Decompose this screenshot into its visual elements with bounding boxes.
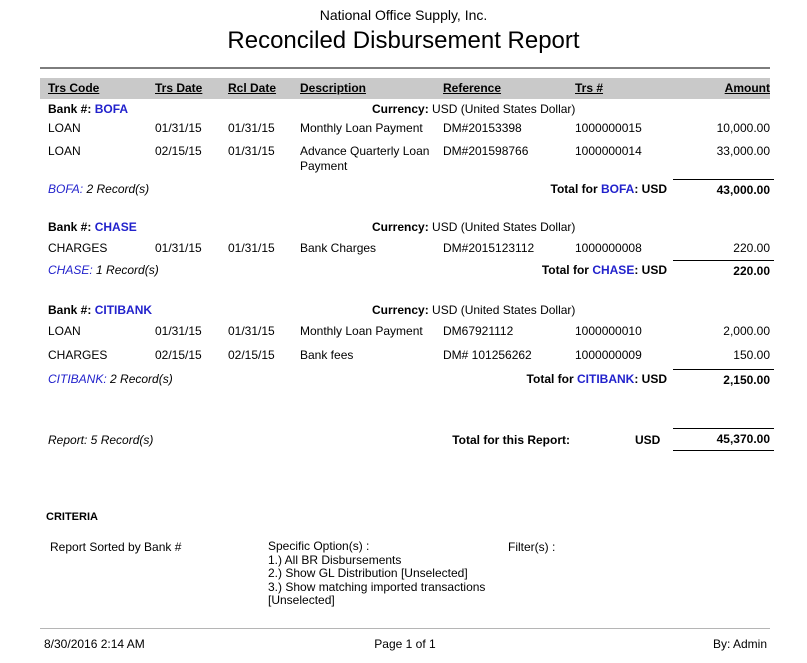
bank-subtotal-bofa	[40, 179, 770, 199]
criteria-sorted-by: Report Sorted by Bank #	[50, 540, 182, 554]
total-for-label: Total for	[526, 372, 574, 386]
cell-trs-code: CHARGES	[48, 241, 108, 255]
currency-label: Currency:	[372, 303, 429, 317]
total-for-label: Total for	[550, 182, 598, 196]
cell-rcl-date: 01/31/15	[228, 121, 275, 135]
subtotal-amount: 43,000.00	[673, 179, 774, 198]
subtotal-record-count: 1 Record(s)	[96, 263, 159, 277]
criteria-specific-options	[268, 540, 496, 608]
title-divider	[40, 67, 770, 69]
cell-amount: 220.00	[733, 241, 770, 255]
footer-generated-by: By: Admin	[712, 637, 767, 651]
bank-label: Bank #:	[48, 220, 92, 234]
table-header-bar	[40, 78, 770, 99]
currency-value: USD (United States Dollar)	[432, 220, 576, 234]
total-usd-label: : USD	[634, 372, 667, 386]
bank-subtotal-citibank	[40, 369, 770, 389]
cell-trs-date: 01/31/15	[155, 241, 202, 255]
col-header-rcl-date: Rcl Date	[228, 81, 277, 95]
total-usd-label: : USD	[634, 263, 667, 277]
currency-value: USD (United States Dollar)	[432, 303, 576, 317]
cell-trs-date: 01/31/15	[155, 324, 202, 338]
criteria-filters-label: Filter(s) :	[508, 540, 556, 554]
bank-label: Bank #:	[48, 303, 92, 317]
cell-trs-date: 01/31/15	[155, 121, 202, 135]
cell-rcl-date: 01/31/15	[228, 241, 275, 255]
cell-trs-code: LOAN	[48, 144, 81, 158]
cell-amount: 2,000.00	[723, 324, 770, 338]
bank-name: BOFA	[94, 102, 129, 116]
subtotal-amount: 2,150.00	[673, 369, 774, 388]
cell-rcl-date: 02/15/15	[228, 348, 275, 362]
cell-reference: DM#201598766	[443, 144, 529, 158]
subtotal-bank-name: BOFA:	[48, 182, 84, 196]
cell-trs-num: 1000000008	[575, 241, 642, 255]
total-bank-name: CHASE	[592, 263, 635, 277]
table-row	[40, 241, 770, 257]
cell-reference: DM67921112	[443, 324, 514, 338]
footer-datetime: 8/30/2016 2:14 AM	[44, 637, 145, 651]
table-row	[40, 144, 770, 176]
report-title: Reconciled Disbursement Report	[227, 27, 580, 54]
criteria-heading: CRITERIA	[46, 511, 98, 523]
cell-description: Advance Quarterly Loan Payment	[300, 144, 430, 173]
report-total-currency: USD	[635, 433, 661, 447]
bank-header-citibank	[40, 303, 770, 319]
bank-name: CITIBANK	[94, 303, 153, 317]
specific-options-label: Specific Option(s) :	[268, 539, 370, 553]
criteria-option: 1.) All BR Disbursements	[268, 552, 402, 567]
subtotal-record-count: 2 Record(s)	[86, 182, 150, 196]
company-name: National Office Supply, Inc.	[319, 7, 488, 23]
cell-amount: 33,000.00	[716, 144, 770, 158]
report-total-row	[40, 428, 770, 453]
cell-trs-code: LOAN	[48, 121, 81, 135]
subtotal-amount: 220.00	[673, 260, 774, 279]
table-row	[40, 324, 770, 340]
cell-trs-date: 02/15/15	[155, 348, 202, 362]
col-header-trs-num: Trs #	[575, 81, 604, 95]
report-record-count: Report: 5 Record(s)	[48, 433, 154, 447]
col-header-amount: Amount	[724, 81, 770, 95]
cell-rcl-date: 01/31/15	[228, 324, 275, 338]
criteria-option: 3.) Show matching imported transactions [Unselected]	[268, 579, 486, 607]
cell-trs-num: 1000000015	[575, 121, 642, 135]
cell-trs-date: 02/15/15	[155, 144, 202, 158]
criteria-option: 2.) Show GL Distribution [Unselected]	[268, 566, 468, 580]
cell-reference: DM# 101256262	[443, 348, 532, 362]
cell-description: Monthly Loan Payment	[300, 121, 423, 135]
bank-name: CHASE	[94, 220, 137, 234]
cell-amount: 10,000.00	[716, 121, 770, 135]
cell-trs-num: 1000000009	[575, 348, 642, 362]
bank-subtotal-chase	[40, 260, 770, 280]
cell-amount: 150.00	[733, 348, 770, 362]
col-header-description: Description	[300, 81, 367, 95]
footer-page-number: Page 1 of 1	[374, 637, 436, 651]
currency-value: USD (United States Dollar)	[432, 102, 576, 116]
total-bank-name: CITIBANK	[577, 372, 635, 386]
currency-label: Currency:	[372, 220, 429, 234]
col-header-trs-code: Trs Code	[48, 81, 100, 95]
currency-label: Currency:	[372, 102, 429, 116]
cell-rcl-date: 01/31/15	[228, 144, 275, 158]
cell-description: Bank fees	[300, 348, 354, 362]
total-for-label: Total for	[541, 263, 589, 277]
col-header-trs-date: Trs Date	[155, 81, 203, 95]
footer	[40, 637, 770, 653]
report-total-amount: 45,370.00	[673, 428, 774, 451]
cell-trs-num: 1000000010	[575, 324, 642, 338]
bank-label: Bank #:	[48, 102, 92, 116]
subtotal-record-count: 2 Record(s)	[110, 372, 173, 386]
cell-reference: DM#20153398	[443, 121, 522, 135]
report-total-label: Total for this Report:	[452, 433, 570, 447]
total-bank-name: BOFA	[600, 182, 635, 196]
footer-divider	[40, 628, 770, 629]
bank-header-chase	[40, 220, 770, 236]
cell-trs-num: 1000000014	[575, 144, 642, 158]
total-usd-label: : USD	[634, 182, 667, 196]
table-row	[40, 348, 770, 364]
subtotal-bank-name: CHASE:	[48, 263, 93, 277]
cell-description: Monthly Loan Payment	[300, 324, 423, 338]
table-row	[40, 121, 770, 137]
bank-header-bofa	[40, 102, 770, 118]
cell-description: Bank Charges	[300, 241, 377, 255]
cell-trs-code: CHARGES	[48, 348, 108, 362]
subtotal-bank-name: CITIBANK:	[48, 372, 107, 386]
cell-reference: DM#2015123112	[443, 241, 535, 255]
col-header-reference: Reference	[443, 81, 502, 95]
cell-trs-code: LOAN	[48, 324, 81, 338]
